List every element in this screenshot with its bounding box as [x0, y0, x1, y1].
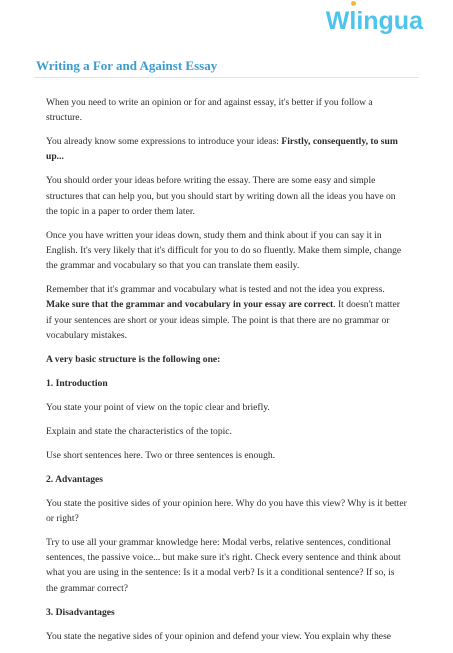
paragraph: [46, 535, 407, 596]
logo-dot-icon: [351, 1, 356, 6]
text: Remember that it's grammar and vocabulary what is tested and not the idea you express.: [46, 284, 385, 296]
paragraph: [46, 228, 407, 274]
paragraph: [46, 400, 407, 415]
paragraph: [46, 282, 407, 343]
bold-text: Make sure that the grammar and vocabulary in your essay are correct: [46, 299, 334, 311]
text: Try to use all your grammar knowledge here: Modal verbs, relative sentences, conditional sentences, the passive voice... but make sure it's right. Check every sentence and think about what you are using in the sentence: Is it a modal verb? Is it a conditional sentence? If so, is the grammar correct?: [46, 537, 401, 594]
wlingua-logo: [326, 4, 423, 38]
paragraph: [46, 496, 407, 526]
paragraph: [46, 173, 407, 219]
section-heading: [46, 376, 407, 391]
text: You state the negative sides of your opinion and defend your view. You explain why these: [46, 630, 392, 642]
section-heading: [46, 472, 407, 487]
text: You should order your ideas before writing the essay. There are some easy and simple structures that can help you, but you should start by writing down all the ideas you have on the topic in a paper to order them later.: [46, 175, 396, 217]
text: Use short sentences here. Two or three sentences is enough.: [46, 449, 276, 461]
paragraph: [46, 424, 407, 439]
page-title: Writing a For and Against Essay: [36, 58, 218, 73]
bold-text: 1. Introduction: [46, 377, 108, 389]
section-heading: [46, 605, 407, 620]
text: . It doesn't matter if your sentences are short or your ideas simple. The point is that there are no grammar or vocabulary mistakes.: [46, 299, 400, 341]
paragraph: [46, 629, 407, 644]
logo-text: Wlingua: [325, 6, 423, 35]
text: You state your point of view on the topic clear and briefly.: [46, 401, 270, 413]
bold-text: 2. Advantages: [46, 473, 104, 485]
article-body: [46, 95, 407, 653]
bold-text: Firstly, consequently, to sum up...: [46, 136, 398, 163]
paragraph: [46, 448, 407, 463]
bold-text: 3. Disadvantages: [46, 606, 115, 618]
bold-text: A very basic structure is the following one:: [46, 353, 221, 365]
text: When you need to write an opinion or for and against essay, it's better if you follow a structure.: [46, 97, 373, 124]
paragraph: [46, 95, 407, 125]
title-divider: [34, 77, 419, 78]
text: You already know some expressions to introduce your ideas:: [46, 136, 282, 148]
paragraph: [46, 134, 407, 164]
text: Explain and state the characteristics of the topic.: [46, 425, 232, 437]
text: Once you have written your ideas down, study them and think about if you can say it in English. It's very likely that it's difficult for you to do so fluently. Make them simple, change the grammar and vocabulary so that you can translate them easily.: [46, 229, 402, 272]
text: You state the positive sides of your opinion here. Why do you have this view? Why is it better or right?: [46, 497, 407, 525]
section-heading: [46, 352, 407, 367]
